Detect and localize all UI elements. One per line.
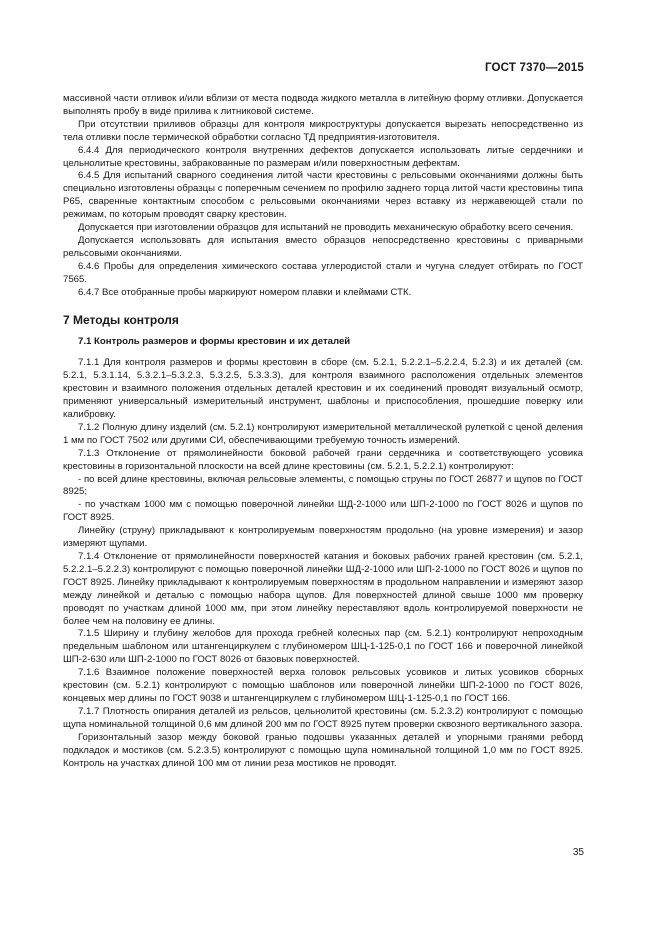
paragraph: 6.4.5 Для испытаний сварного соединения литой части крестовины с рельсовыми окончаниями должны быть специально изготовлены образцы с поперечным сечением по профилю заднего торца литой части крестовины типа Р65, сваренные контактным способом с рельсовыми окончаниями через вставку из нержавеющей стали по режимам, по которым проводят сварку крестовин. xyxy=(63,170,583,221)
paragraph: - по всей длине крестовины, включая рельсовые элементы, с помощью струны по ГОСТ 26877 и щупов по ГОСТ 8925; xyxy=(63,473,583,498)
paragraph: 7.1.5 Ширину и глубину желобов для прохода гребней колесных пар (см. 5.2.1) контролируют непроходным предельным шаблоном или штангенциркулем с глубиномером ШЦ-1-125-0,1 по ГОСТ 166 и поверочной линейкой ШП-2-630 или ШП-2-1000 по ГОСТ 8026 от базовых поверхностей. xyxy=(63,628,583,666)
paragraph: Допускается использовать для испытания вместо образцов непосредственно крестовины с приварными рельсовыми окончаниями. xyxy=(63,234,583,259)
paragraph: Горизонтальный зазор между боковой гранью подошвы указанных деталей и упорными гранями реборд подкладок и мостиков (см. 5.2.3.5) контролируют с помощью щупа номинальной толщиной 1,0 мм по ГОСТ 8925. Контроль на участках длиной 100 мм от линии реза мостиков не проводят. xyxy=(63,731,583,769)
page-number: 35 xyxy=(572,847,584,858)
main-paragraphs xyxy=(63,357,583,770)
paragraph: 6.4.6 Пробы для определения химического состава углеродистой стали и чугуна следует отбирать по ГОСТ 7565. xyxy=(63,260,583,285)
paragraph: 7.1.3 Отклонение от прямолинейности боковой рабочей грани сердечника и соответствующего усовика крестовины в горизонтальной плоскости на всей длине крестовины (см. 5.2.1, 5.2.2.1) контролируют: xyxy=(63,447,583,472)
paragraph: 6.4.4 Для периодического контроля внутренних дефектов допускается использовать литые сердечники и цельнолитые крестовины, забракованные по размерам и/или поверхностным дефектам. xyxy=(63,144,583,169)
paragraph: 7.1.7 Плотность опирания деталей из рельсов, цельнолитой крестовины (см. 5.2.3.2) контролируют с помощью щупа номинальной толщиной 0,6 мм длиной 200 мм по ГОСТ 8925 путем проверки сквозного вертикального зазора. xyxy=(63,705,583,730)
paragraph: Допускается при изготовлении образцов для испытаний не проводить механическую обработку всего сечения. xyxy=(78,222,574,234)
subsection-title: 7.1 Контроль размеров и формы крестовин и их деталей xyxy=(78,335,351,347)
document-header: ГОСТ 7370—2015 xyxy=(484,62,584,74)
document-body xyxy=(63,93,583,770)
top-paragraphs xyxy=(63,93,583,300)
paragraph: При отсутствии приливов образцы для контроля микроструктуры допускается вырезать непосредственно из тела отливки после термической обработки согласно ТД предприятия-изготовителя. xyxy=(63,118,583,143)
paragraph: 6.4.7 Все отобранные пробы маркируют номером плавки и клеймами СТК. xyxy=(78,286,412,298)
paragraph: 7.1.4 Отклонение от прямолинейности поверхностей катания и боковых рабочих граней крестовин (см. 5.2.1, 5.2.2.1–5.2.2.3) контролируют с помощью поверочной линейки ШД-2-1000 или ШП-2-1000 по ГОСТ 8026 и щупов по ГОСТ 8925. Линейку прикладывают к контролируемым поверхностям в продольном направлении и измеряют зазор между линейкой и деталью с помощью набора щупов. Для поверхностей длиной свыше 1000 мм проверку проводят по участкам длиной 1000 мм, при этом линейку переставляют вдоль контролируемой поверхности не более чем на половину ее длины. xyxy=(63,551,583,627)
paragraph: Линейку (струну) прикладывают к контролируемым поверхностям продольно (на уровне измерения) и зазор измеряют щупами. xyxy=(63,525,583,550)
paragraph: массивной части отливок и/или вблизи от места подвода жидкого металла в литейную форму отливки. Допускается выполнять пробу в виде прилива к литниковой системе. xyxy=(63,93,583,117)
paragraph: 7.1.1 Для контроля размеров и формы крестовин в сборе (см. 5.2.1, 5.2.2.1–5.2.2.4, 5.2.3) и их деталей (см. 5.2.1, 5.3.1.14, 5.3.2.1–5.3.2.3, 5.3.2.5, 5.3.3.3), для контроля взаимного расположения отдельных элементов крестовин и взаимного положения отдельных деталей крестовин и их соединений проводят визуальный осмотр, применяют универсальный измерительный инструмент, шаблоны и приспособления, прошедшие поверку или калибровку. xyxy=(63,357,583,421)
section-title: 7 Методы контроля xyxy=(63,312,179,327)
paragraph: 7.1.6 Взаимное положение поверхностей верха головок рельсовых усовиков и литых усовиков сборных крестовин (см. 5.2.1) контролируют с помощью шаблонов или поверочной линейки ШП-2-1000 по ГОСТ 8026, концевых мер длины по ГОСТ 9038 и штангенциркулем с глубиномером ШЦ-1-125-0,1 по ГОСТ 166. xyxy=(63,667,583,704)
paragraph: 7.1.2 Полную длину изделий (см. 5.2.1) контролируют измерительной металлической рулеткой с ценой деления 1 мм по ГОСТ 7502 или другими СИ, обеспечивающими требуемую точность измерений. xyxy=(63,421,583,446)
paragraph: - по участкам 1000 мм с помощью поверочной линейки ШД-2-1000 или ШП-2-1000 по ГОСТ 8026 и щупов по ГОСТ 8925. xyxy=(63,499,583,524)
